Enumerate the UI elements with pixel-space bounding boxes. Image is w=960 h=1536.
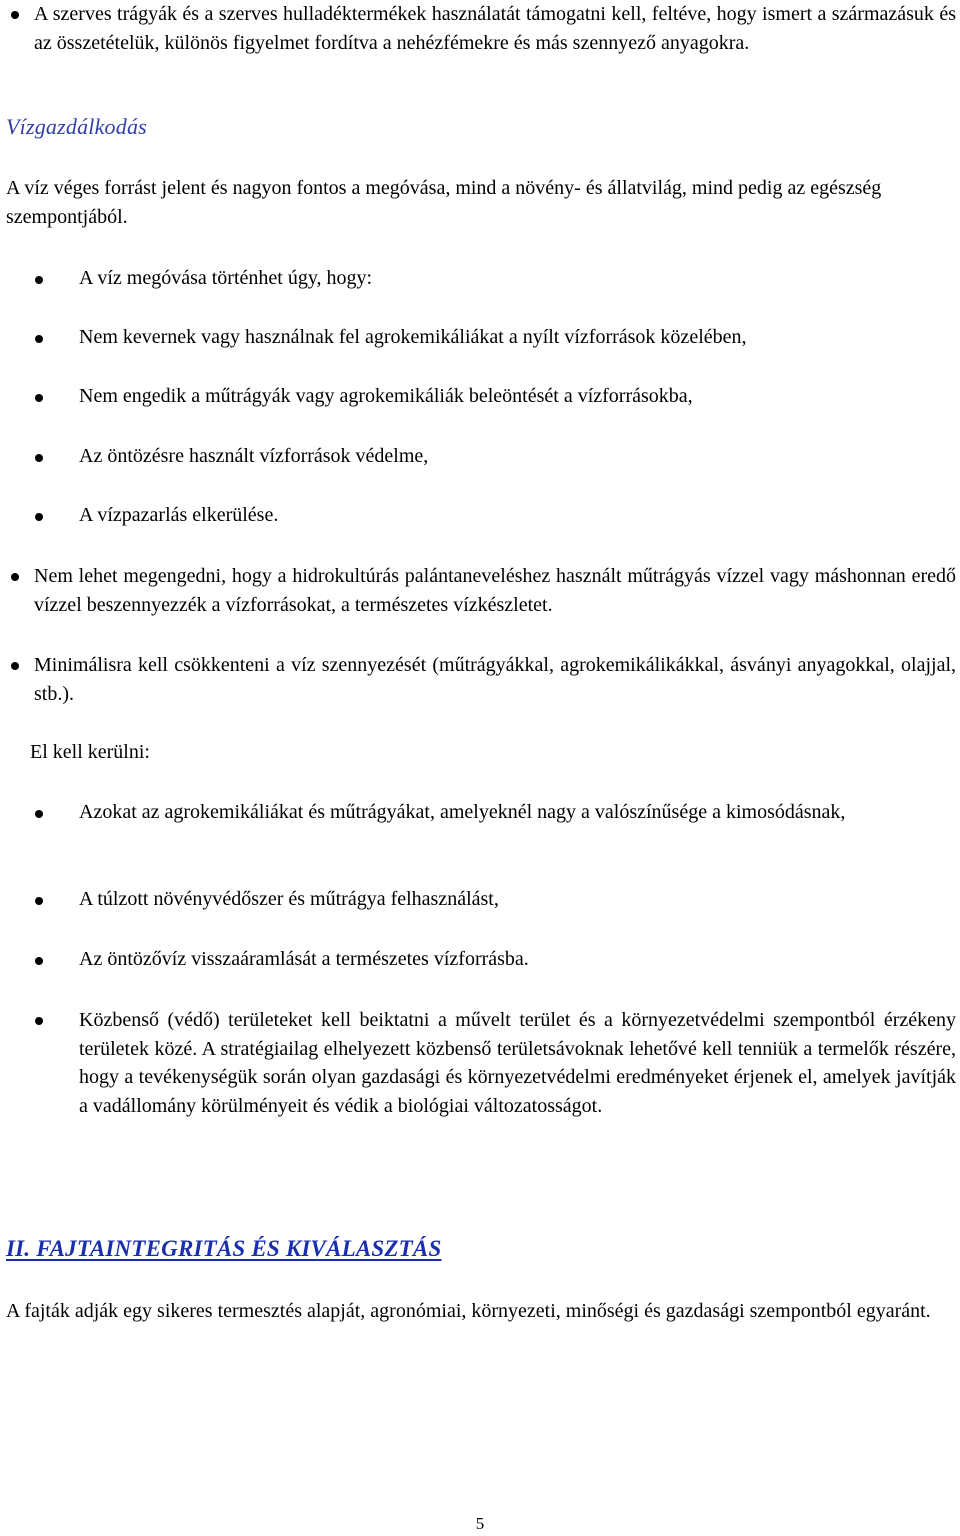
list-item: Az öntözővíz visszaáramlását a természetes vízforrásba.	[79, 948, 529, 970]
bullet-icon	[11, 11, 19, 19]
paragraph-hydroculture: Nem lehet megengedni, hogy a hidrokultúrás palántaneveléshez használt műtrágyás vízzel vagy máshonnan eredő vízzel beszennyezzék a vízforrásokat, a természetes vízkészletet.	[34, 565, 956, 616]
water-management-heading: Vízgazdálkodás	[6, 114, 147, 139]
bullet-icon	[35, 335, 43, 343]
list-item: Nem kevernek vagy használnak fel agrokemikáliákat a nyílt vízforrások közelében,	[79, 326, 747, 348]
bullet-icon	[11, 662, 19, 670]
page-number: 5	[475, 1514, 485, 1533]
bullet-icon	[35, 957, 43, 965]
list-item: Az öntözésre használt vízforrások védelme,	[79, 445, 429, 467]
list-item: Nem engedik a műtrágyák vagy agrokemikáliák beleöntését a vízforrásokba,	[79, 385, 693, 407]
paragraph-avoid-intro: El kell kerülni:	[30, 741, 150, 763]
paragraph-varieties: A fajták adják egy sikeres termesztés alapját, agronómiai, környezeti, minőségi és gazdasági szempontból egyaránt.	[6, 1300, 931, 1322]
bullet-icon	[35, 1017, 43, 1025]
list-item: A víz megóvása történhet úgy, hogy:	[79, 267, 373, 289]
bullet-icon	[35, 276, 43, 284]
list-item: A túlzott növényvédőszer és műtrágya felhasználást,	[79, 888, 499, 910]
bullet-icon	[11, 573, 19, 581]
paragraph-minimize-pollution: Minimálisra kell csökkenteni a víz szennyezését (műtrágyákkal, agrokemikálikákkal, ásványi anyagokkal, olajjal, stb.).	[34, 654, 956, 705]
bullet-icon	[35, 454, 43, 462]
bullet-icon	[35, 394, 43, 402]
paragraph-water-intro: A víz véges forrást jelent és nagyon fontos a megóvása, mind a növény- és állatvilág, mind pedig az egészség szempontjából.	[6, 177, 882, 228]
list-item: Közbenső (védő) területeket kell beiktatni a művelt terület és a környezetvédelmi szempontból érzékeny területek közé. A stratégiailag elhelyezett közbenső területsávoknak lehetővé kell tenniük a termelők részére, hogy a tevékenységük során olyan gazdasági és környezetvédelmi eredményeket érjenek el, amelyek javítják a vadállomány körülményeit és védik a biológiai változatosságot.	[79, 1009, 956, 1117]
list-item: Azokat az agrokemikáliákat és műtrágyákat, amelyeknél nagy a valószínűsége a kimosódásnak,	[79, 801, 846, 823]
bullet-icon	[35, 810, 43, 818]
bullet-icon	[35, 897, 43, 905]
section-heading: II. FAJTAINTEGRITÁS ÉS KIVÁLASZTÁS	[6, 1236, 442, 1261]
list-item: A vízpazarlás elkerülése.	[79, 504, 279, 526]
paragraph-organic-fertilizers: A szerves trágyák és a szerves hulladéktermékek használatát támogatni kell, feltéve, hogy ismert a származásuk és az összetételük, különös figyelmet fordítva a nehézfémekre és más szennyező anyagokra.	[34, 3, 956, 54]
bullet-icon	[35, 513, 43, 521]
